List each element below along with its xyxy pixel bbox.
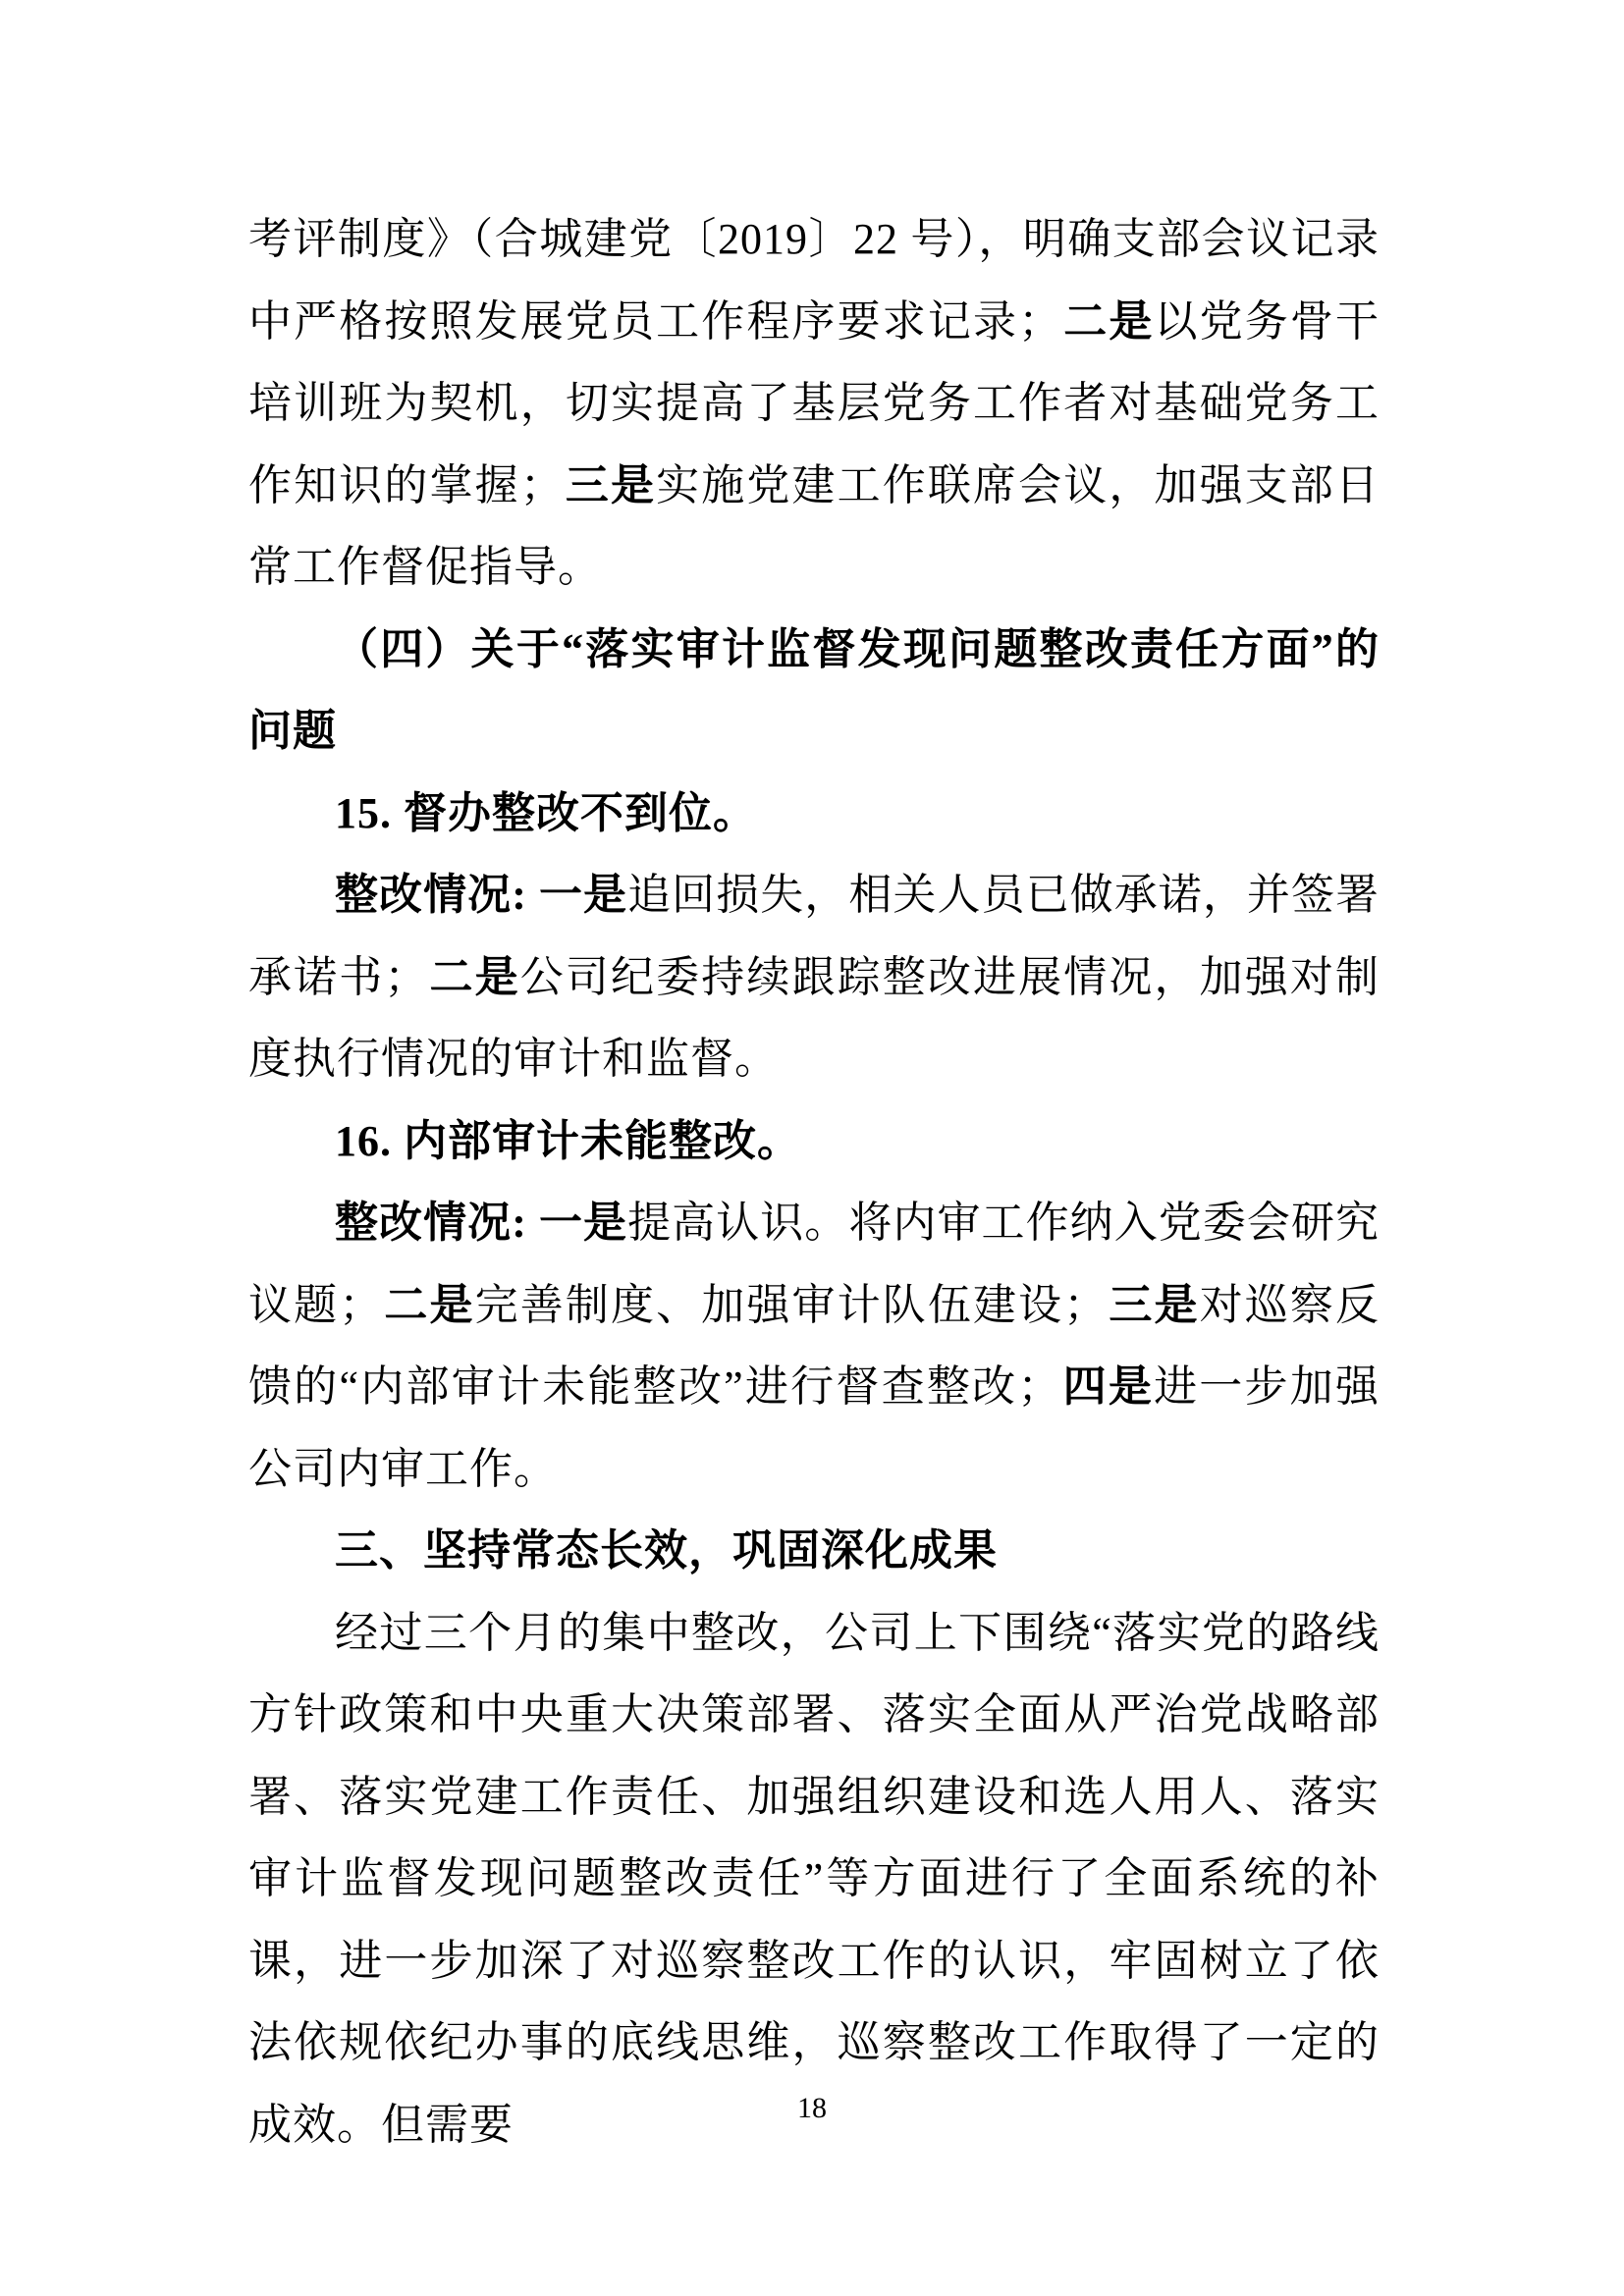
heading-num xyxy=(248,1100,1380,1183)
text-run: 进一步加强公司内审工作。 xyxy=(248,1362,1380,1493)
heading-hei xyxy=(248,1510,1380,1592)
text-run: 实施党建工作联席会议，加强支部日常工作督促指导。 xyxy=(248,460,1380,591)
bold-text-run: 二是 xyxy=(428,952,520,1001)
paragraph xyxy=(248,198,1380,609)
text-run: 考评制度》（合城建党〔2019〕22 号），明确支部会议记录中严格按照发展党员工作程序要求记录； xyxy=(248,215,1380,346)
paragraph xyxy=(248,854,1380,1100)
bold-text-run: 二是 xyxy=(383,1280,475,1329)
text-run: 提高认识。将内审工作纳入党委会研究议题； xyxy=(248,1199,1380,1329)
bold-text-run: 三、坚持常态长效，巩固深化成果 xyxy=(335,1526,998,1575)
text-run: 经过三个月的集中整改，公司上下围绕“落实党的路线方针政策和中央重大决策部署、落实全面从严治党战略部署、落实党建工作责任、加强组织建设和选人用人、落实审计监督发现问题整改责任”等方面进行了全面系统的补课，进一步加深了对巡察整改工作的认识，牢固树立了依法依规依纪办事的底线思维，巡察整改工作取得了一定的成效。但需要 xyxy=(248,1608,1380,2149)
bold-text-run: 一是 xyxy=(538,871,628,919)
bold-text-run: （四）关于“落实审计监督发现问题整改责任方面”的问题 xyxy=(248,624,1380,755)
heading-kai xyxy=(248,609,1380,773)
bold-text-run: 四是 xyxy=(1061,1362,1155,1411)
heading-num xyxy=(248,773,1380,855)
page-number: 18 xyxy=(797,2092,827,2124)
bold-text-run: 三是 xyxy=(564,460,657,509)
paragraph xyxy=(248,1592,1380,2166)
text-run: 对巡察反馈的“内部审计未能整改”进行督查整改； xyxy=(248,1280,1380,1411)
bold-text-run: 整改情况: xyxy=(335,871,539,919)
bold-text-run: 16. 内部审计未能整改。 xyxy=(335,1116,801,1165)
paragraph xyxy=(248,1182,1380,1510)
bold-text-run: 三是 xyxy=(1108,1280,1200,1329)
bold-text-run: 一是 xyxy=(538,1199,628,1247)
text-run: 以党务骨干培训班为契机，切实提高了基层党务工作者对基础党务工作知识的掌握； xyxy=(248,296,1380,509)
text-run: 完善制度、加强审计队伍建设； xyxy=(474,1280,1109,1329)
bold-text-run: 二是 xyxy=(1062,296,1155,346)
text-run: 追回损失，相关人员已做承诺，并签署承诺书； xyxy=(248,871,1380,1001)
text-run: 公司纪委持续跟踪整改进展情况，加强对制度执行情况的审计和监督。 xyxy=(248,952,1380,1083)
bold-text-run: 15. 督办整改不到位。 xyxy=(335,788,757,837)
bold-text-run: 整改情况: xyxy=(335,1199,539,1247)
document-body xyxy=(248,198,1380,2165)
